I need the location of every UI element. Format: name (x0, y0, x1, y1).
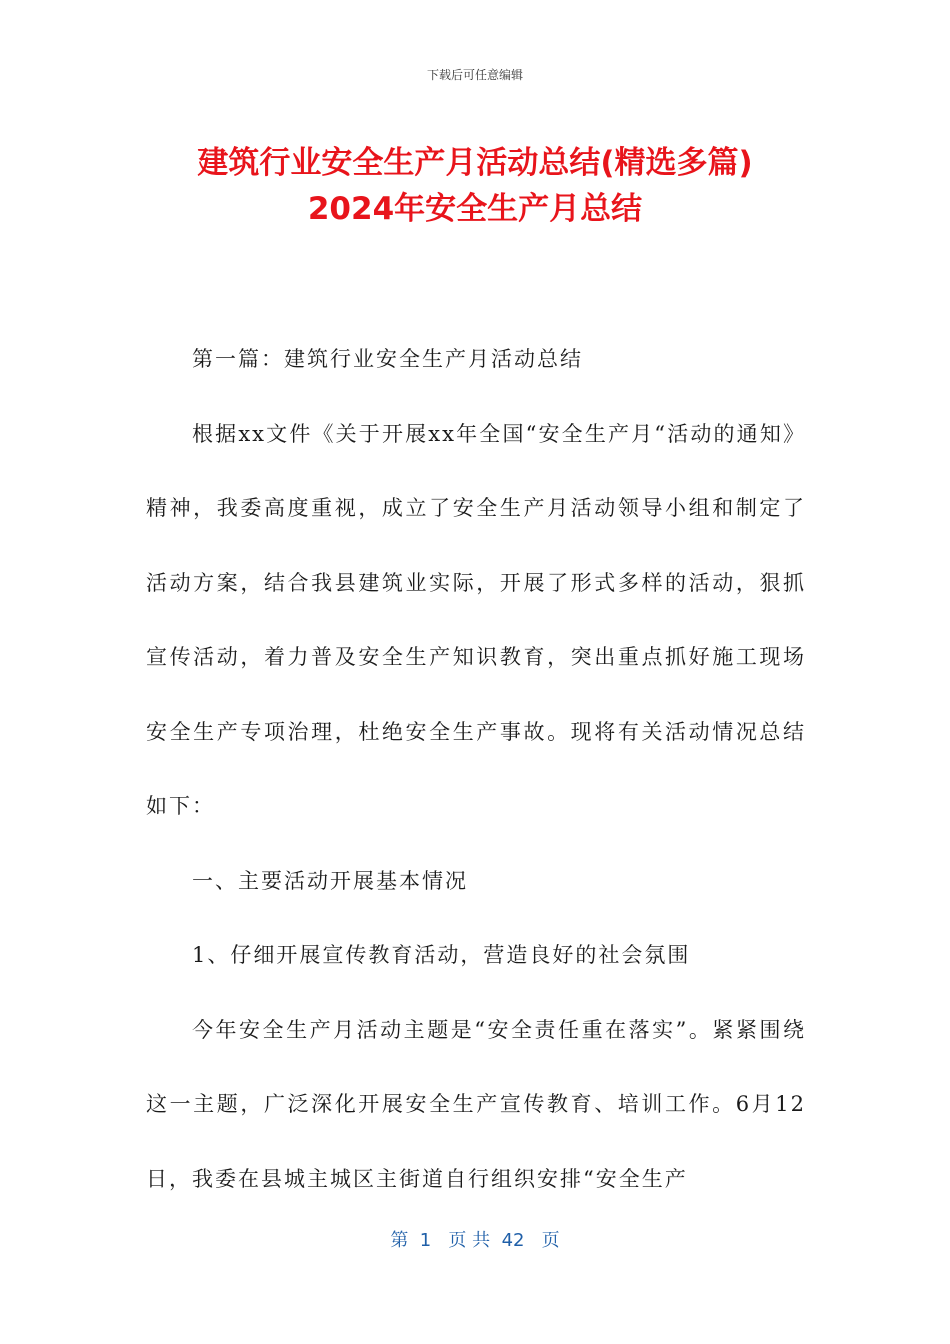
title-line-2: 2024年安全生产月总结 (307, 191, 643, 227)
section-heading: 第一篇：建筑行业安全生产月活动总结 (192, 347, 583, 371)
page-footer: 第 1 页 共 42 页 (390, 1230, 560, 1251)
body-paragraph: 根据xx文件《关于开展xx年全国“安全生产月“活动的通知》精神，我委高度重视，成立了安全生产月活动领导小组和制定了活动方案，结合我县建筑业实际，开展了形式多样的活动，狠抓宣传活动，着力普及安全生产知识教育，突出重点抓好施工现场安全生产专项治理，杜绝安全生产事故。现将有关活动情况总结如下： (146, 421, 806, 818)
subsection-heading: 一、主要活动开展基本情况 (192, 868, 468, 893)
document-body (146, 322, 806, 1216)
title-line-1: 建筑行业安全生产月活动总结(精选多篇) (197, 145, 753, 181)
header-note: 下载后可任意编辑 (426, 68, 523, 82)
document-title (60, 140, 890, 232)
item-heading: 1、仔细开展宣传教育活动，营造良好的社会氛围 (192, 943, 691, 967)
body-paragraph: 今年安全生产月活动主题是“安全责任重在落实”。紧紧围绕这一主题，广泛深化开展安全生产宣传教育、培训工作。6月12日，我委在县城主城区主街道自行组织安排“安全生产 (146, 1017, 806, 1191)
